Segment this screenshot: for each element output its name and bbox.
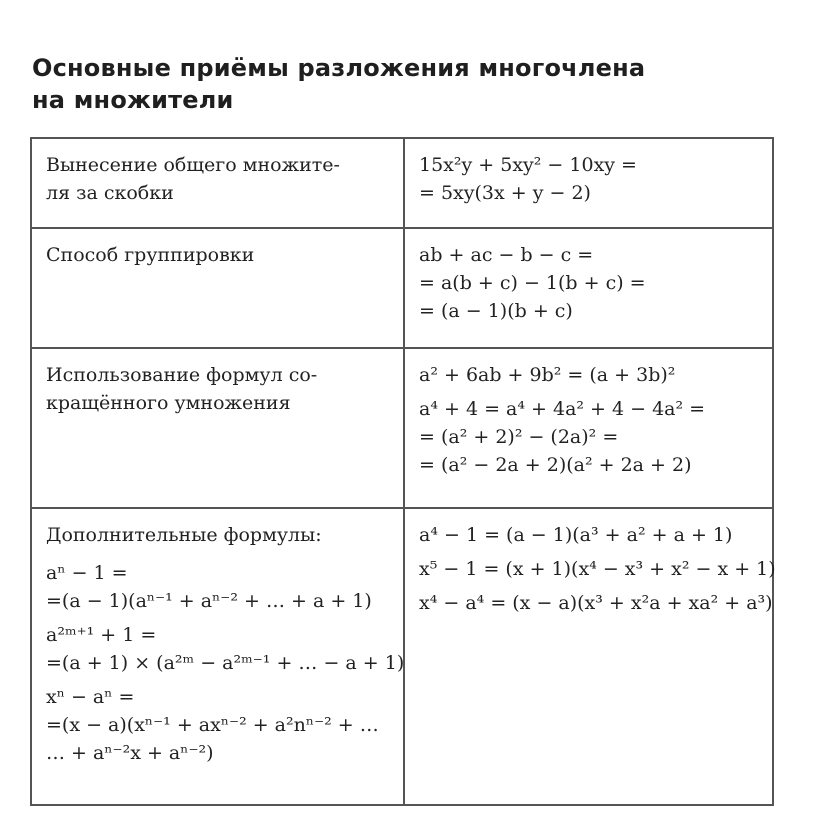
formula-line: = (a² − 2a + 2)(a² + 2a + 2): [419, 454, 692, 476]
factorization-table: [30, 137, 774, 806]
method-text: Способ группировки: [46, 244, 255, 266]
formula-line: a⁴ − 1 = (a − 1)(a³ + a² + a + 1): [419, 524, 733, 546]
formula-cell: [404, 138, 773, 228]
page-title: [32, 52, 645, 116]
formula-line: = 5xy(3x + y − 2): [419, 182, 591, 204]
method-cell: [31, 348, 404, 508]
formula-line: =(a − 1)(aⁿ⁻¹ + aⁿ⁻² + … + a + 1): [46, 590, 372, 612]
formula-line: ab + ac − b − c =: [419, 244, 594, 266]
formula-line: … + aⁿ⁻²x + aⁿ⁻²): [46, 742, 214, 764]
formula-line: xⁿ − aⁿ =: [46, 686, 135, 708]
formula-line: =(x − a)(xⁿ⁻¹ + axⁿ⁻² + a²nⁿ⁻² + …: [46, 714, 379, 736]
formula-cell: [404, 228, 773, 348]
method-cell: [31, 508, 404, 805]
formula-line: = (a² + 2)² − (2a)² =: [419, 426, 619, 448]
formula-line: a⁴ + 4 = a⁴ + 4a² + 4 − 4a² =: [419, 398, 706, 420]
method-text: Использование формул со-: [46, 364, 318, 386]
formula-line: x⁴ − a⁴ = (x − a)(x³ + x²a + xa² + a³): [419, 592, 773, 614]
table-row: [31, 348, 773, 508]
method-cell: [31, 228, 404, 348]
title-line-1: Основные приёмы разложения многочлена: [32, 54, 646, 82]
method-text: Дополнительные формулы:: [46, 524, 322, 546]
method-text: Вынесение общего множите-: [46, 154, 340, 176]
method-text: ля за скобки: [46, 182, 174, 204]
table-row: [31, 138, 773, 228]
table-row: [31, 508, 773, 805]
table-row: [31, 228, 773, 348]
formula-line: =(a + 1) × (a²ᵐ − a²ᵐ⁻¹ + … − a + 1): [46, 652, 405, 674]
formula-line: aⁿ − 1 =: [46, 562, 128, 584]
formula-cell: [404, 348, 773, 508]
formula-cell: [404, 508, 776, 805]
formula-line: 15x²y + 5xy² − 10xy =: [419, 154, 637, 176]
formula-line: x⁵ − 1 = (x + 1)(x⁴ − x³ + x² − x + 1): [419, 558, 776, 580]
formula-line: a² + 6ab + 9b² = (a + 3b)²: [419, 364, 676, 386]
formula-line: = (a − 1)(b + c): [419, 300, 573, 322]
title-line-2: на множители: [32, 86, 234, 114]
formula-line: = a(b + c) − 1(b + c) =: [419, 272, 646, 294]
formula-line: a²ᵐ⁺¹ + 1 =: [46, 624, 157, 646]
method-cell: [31, 138, 404, 228]
method-text: кращённого умножения: [46, 392, 291, 414]
